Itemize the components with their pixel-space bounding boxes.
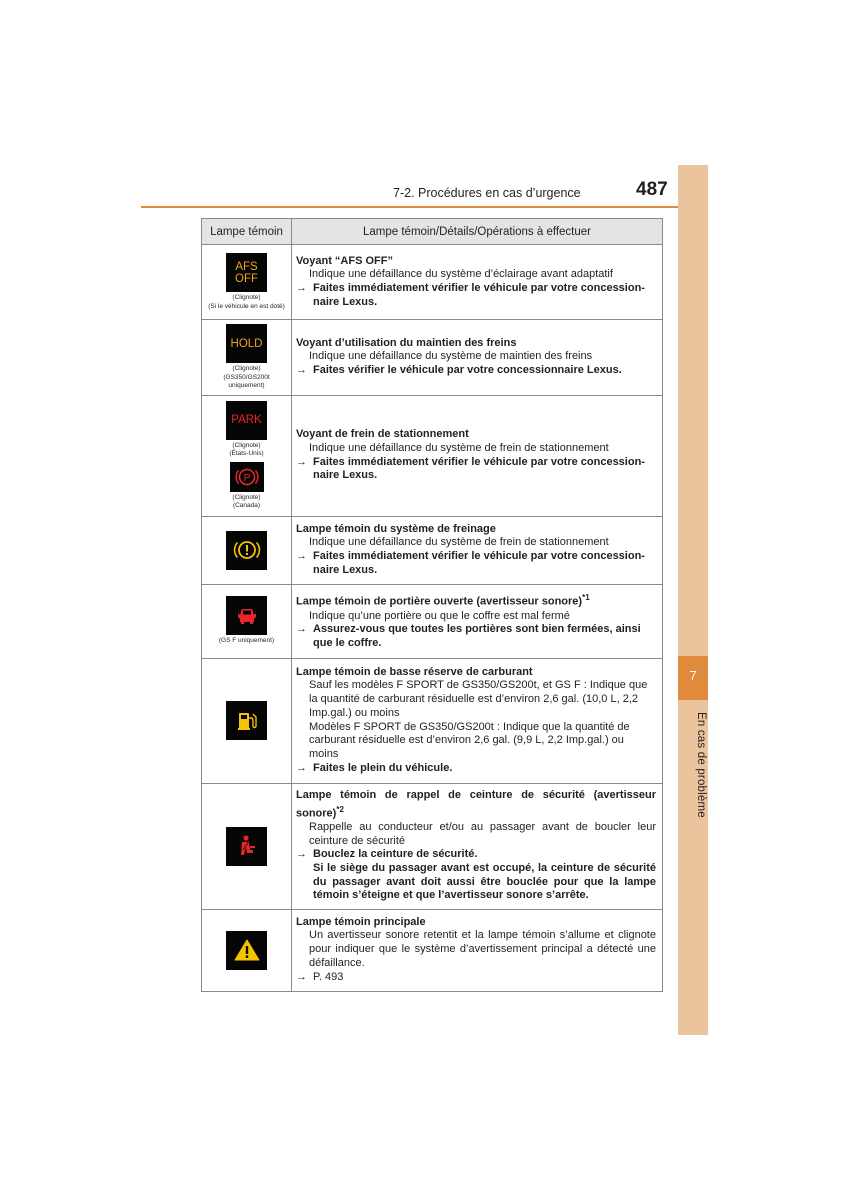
fuel-pump-icon xyxy=(236,709,258,733)
row-title: Voyant “AFS OFF” xyxy=(296,254,393,267)
icon-note-2: (Clignote) (Canada) xyxy=(232,493,261,509)
row-description: Indique une défaillance du système d’éclairage avant adaptatif xyxy=(309,268,613,281)
table-header-row xyxy=(202,219,663,245)
park-indicator-icon xyxy=(226,401,267,440)
row-description: Indique une défaillance du système de frein de stationnement xyxy=(309,536,609,549)
row-description: Un avertisseur sonore retentit et la lampe témoin s’allume et clignote pour indiquer que le système d’avertissement principal a détecté une défaillance. xyxy=(309,929,656,969)
row-title: Lampe témoin de basse réserve de carburant xyxy=(296,665,533,678)
icon-note: (Clignote) (États-Unis) xyxy=(229,441,264,457)
hold-icon-text: HOLD xyxy=(230,337,263,350)
column-header-details: Lampe témoin/Détails/Opérations à effectuer xyxy=(292,219,663,245)
row-description: Sauf les modèles F SPORT de GS350/GS200t, et GS F : Indique que la quantité de carburant résiduelle est d’environ 2,6 gal. (10,0 L, 2,2 Imp.gal.) ou moins xyxy=(309,679,648,719)
row-description: Indique qu’une portière ou que le coffre est mal fermé xyxy=(309,609,570,622)
arrow-icon: → xyxy=(296,455,307,468)
side-tab xyxy=(678,165,708,1035)
warning-lights-table xyxy=(201,218,663,992)
table-row xyxy=(202,516,663,584)
arrow-icon: → xyxy=(296,761,307,774)
afs-off-indicator-icon xyxy=(226,253,267,292)
row-description: Indique une défaillance du système de frein de stationnement xyxy=(309,441,609,454)
table-row xyxy=(202,909,663,991)
row-action: → Assurez-vous que toutes les portières sont bien fermées, ainsi xyxy=(296,623,641,636)
row-action: → Faites immédiatement vérifier le véhicule par votre concession- xyxy=(296,550,645,562)
row-title: Voyant de frein de stationnement xyxy=(296,428,469,441)
row-action-continued: naire Lexus. xyxy=(313,563,378,576)
arrow-icon: → xyxy=(296,364,307,377)
table-row xyxy=(202,584,663,658)
low-fuel-warning-icon xyxy=(226,701,267,740)
chapter-number: 7 xyxy=(678,656,708,700)
door-open-warning-icon xyxy=(226,596,267,635)
table-row xyxy=(202,245,663,320)
section-title: 7-2. Procédures en cas d’urgence xyxy=(393,186,581,200)
row-action: → Faites vérifier le véhicule par votre concessionnaire Lexus. xyxy=(296,364,622,377)
header-rule xyxy=(141,206,678,208)
row-description-2: Modèles F SPORT de GS350/GS200t : Indique que la quantité de carburant résiduelle est d’environ 2,6 gal. (9,9 L, 2,2 Imp.gal.) ou moins xyxy=(309,720,630,760)
row-action-continued: Si le siège du passager avant est occupé, la ceinture de sécurité du passager avant doit aussi être bouclée pour que la lampe témoin s’éteigne et que l’avertisseur sonore s’arrête. xyxy=(313,862,656,902)
row-title: Lampe témoin de portière ouverte (avertisseur sonore)$^{*1}$ xyxy=(296,593,590,608)
row-title: Lampe témoin de rappel de ceinture de sécurité (avertisseur sonore)$^{*2}$ xyxy=(296,788,656,820)
seatbelt-person-icon xyxy=(235,833,259,859)
icon-note: (GS F uniquement) xyxy=(218,637,275,645)
afs-off-icon-text: AFS OFF xyxy=(235,260,258,285)
hold-indicator-icon xyxy=(226,324,267,363)
chapter-title: En cas de problème xyxy=(695,712,707,818)
arrow-icon: → xyxy=(296,550,307,562)
parking-brake-p-icon xyxy=(235,466,259,488)
table-row xyxy=(202,783,663,909)
row-title: Voyant d’utilisation du maintien des freins xyxy=(296,336,517,349)
icon-note: (Clignote) (GS350/GS200t uniquement) xyxy=(223,365,270,389)
row-description: Indique une défaillance du système de maintien des freins xyxy=(309,350,593,363)
row-action: → Faites immédiatement vérifier le véhicule par votre concession- xyxy=(296,455,645,468)
row-description: Rappelle au conducteur et/ou au passager avant de boucler leur ceinture de sécurité xyxy=(309,820,656,847)
row-action-continued: naire Lexus. xyxy=(313,295,378,308)
row-title: Lampe témoin principale xyxy=(296,915,426,928)
row-action: → Bouclez la ceinture de sécurité. xyxy=(296,848,478,861)
table-row xyxy=(202,320,663,396)
car-door-open-icon xyxy=(235,604,259,628)
arrow-icon: → xyxy=(296,282,307,294)
seatbelt-reminder-icon xyxy=(226,827,267,866)
brake-system-warning-icon xyxy=(226,531,267,570)
brake-circle-icon xyxy=(232,538,262,562)
table-row xyxy=(202,658,663,783)
table-row xyxy=(202,395,663,516)
icon-note: (Clignote) (Si le véhicule en est doté) xyxy=(208,294,285,310)
row-action-continued: naire Lexus. xyxy=(313,469,378,482)
parking-brake-icon xyxy=(230,462,264,492)
svg-text:P: P xyxy=(243,472,250,484)
column-header-lamp: Lampe témoin xyxy=(202,219,292,245)
row-action: → Faites le plein du véhicule. xyxy=(296,761,453,774)
page-number: 487 xyxy=(636,179,668,200)
arrow-icon: → xyxy=(296,848,307,861)
arrow-icon: → xyxy=(296,970,307,983)
footnote-ref: *1 xyxy=(582,593,590,603)
row-action: → Faites immédiatement vérifier le véhicule par votre concession- xyxy=(296,282,645,294)
arrow-icon: → xyxy=(296,623,307,636)
warning-triangle-icon xyxy=(234,938,260,962)
row-title: Lampe témoin du système de freinage xyxy=(296,522,496,535)
row-action-continued: que le coffre. xyxy=(313,637,382,650)
park-icon-text: PARK xyxy=(231,414,262,426)
footnote-ref: *2 xyxy=(336,804,344,814)
master-warning-icon xyxy=(226,931,267,970)
row-action: → P. 493 xyxy=(296,970,344,983)
